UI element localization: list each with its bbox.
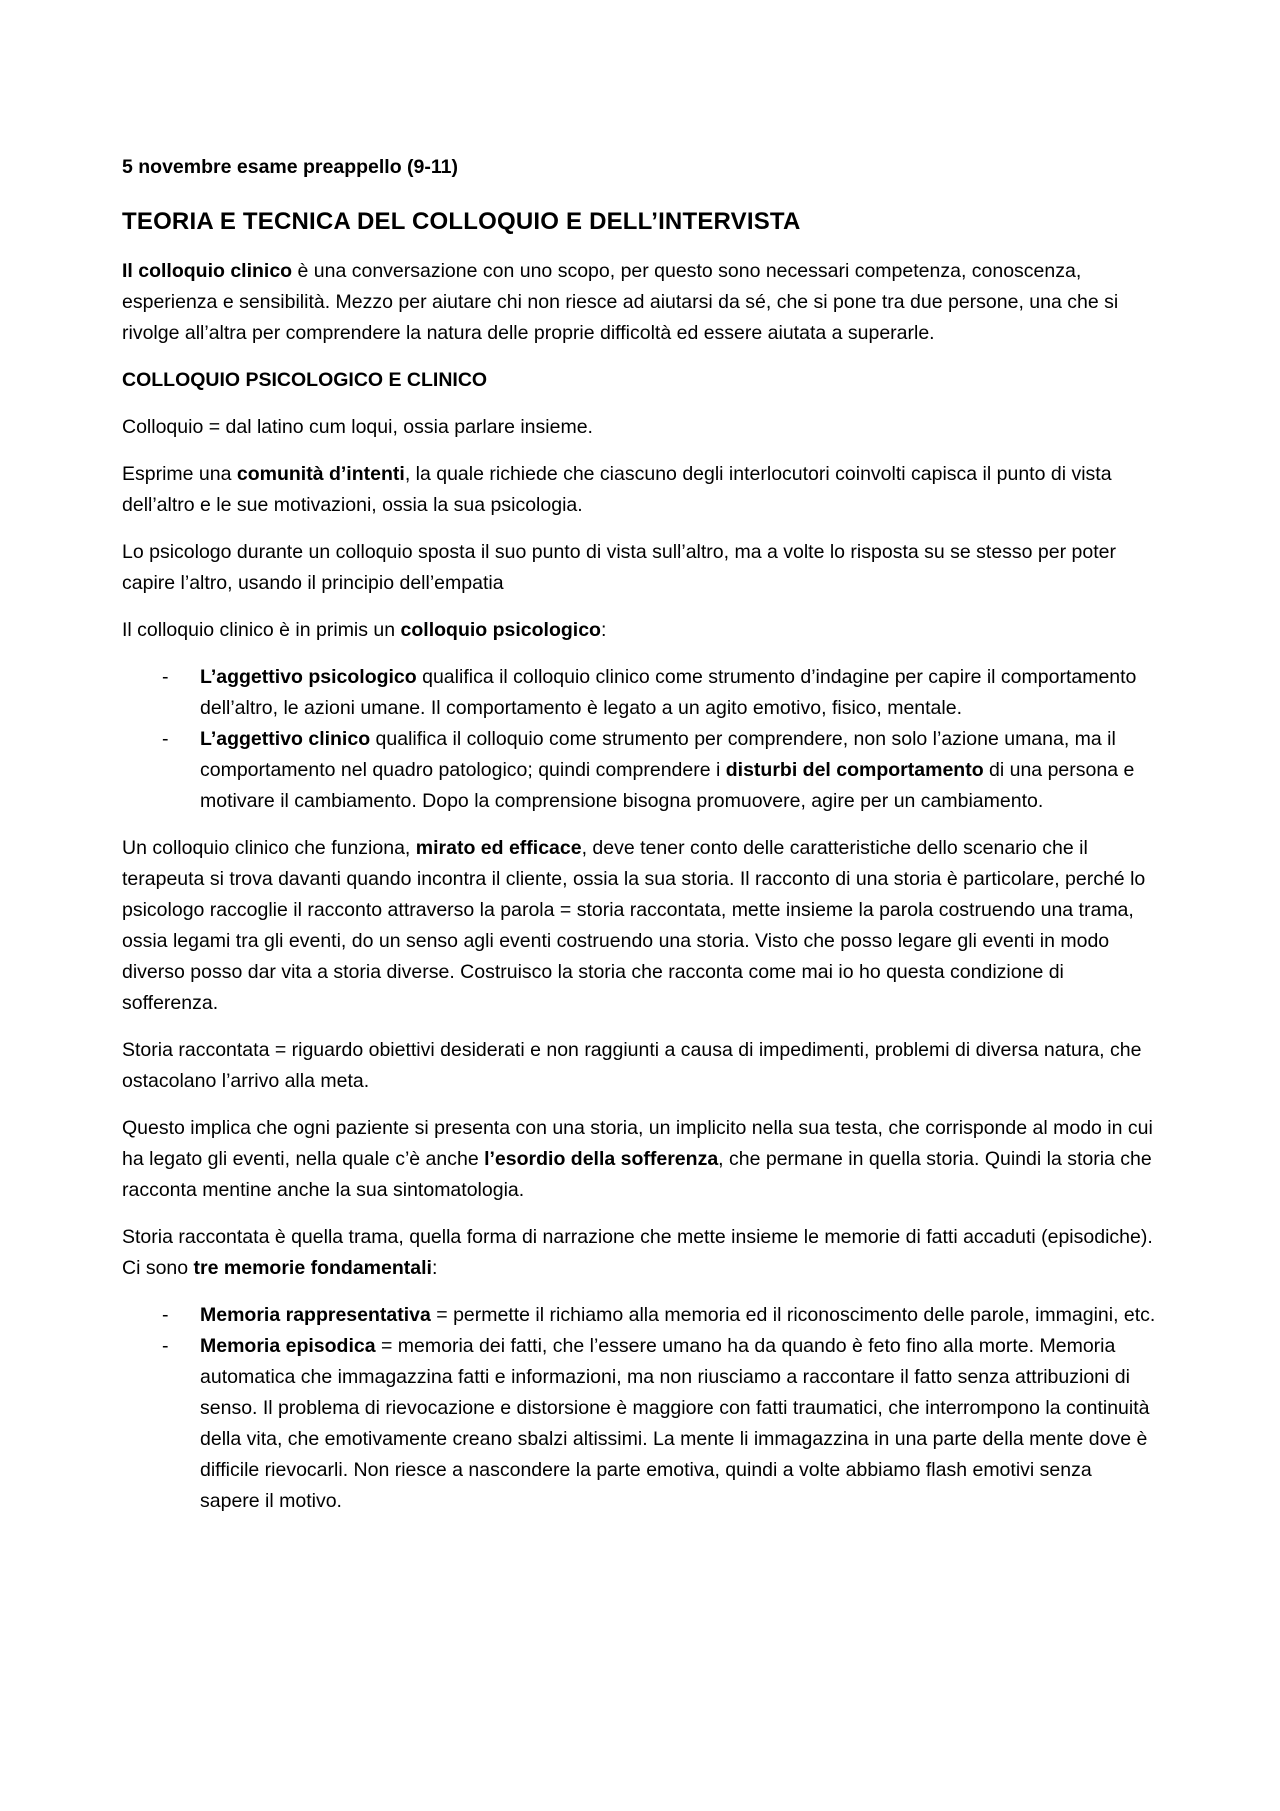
text-run: qualifica il colloquio come strumento per comprendere, non solo l’azione umana, ma il comportamento nel quadro patologico; quindi comprendere i xyxy=(200,728,1116,781)
bold-run: Memoria episodica xyxy=(200,1335,376,1357)
text-run: , che permane in quella storia. Quindi la storia che racconta mentine anche la sua sintomatologia. xyxy=(122,1148,1152,1201)
text-run: = memoria dei fatti, che l’essere umano ha da quando è feto fino alla morte. Memoria automatica che immagazzina fatti e informazioni, ma non riusciamo a raccontare il fatto senza attribuzioni di senso. Il problema di rievocazione e distorsione è maggiore con fatti traumatici, che interrompono la continuità della vita, che emotivamente creano sbalzi altissimi. La mente li immagazzina in una parte della mente dove è difficile rievocarli. Non riesce a nascondere la parte emotiva, quindi a volte abbiamo flash emotivi senza sapere il motivo. xyxy=(200,1335,1150,1512)
date-line: 5 novembre esame preappello (9-11) xyxy=(122,156,458,178)
text-run: = permette il richiamo alla memoria ed il riconoscimento delle parole, immagini, etc. xyxy=(430,1304,1156,1326)
paragraph-colloquio-psicologico xyxy=(122,615,1156,646)
intro-paragraph xyxy=(122,256,1156,349)
text-run: : xyxy=(431,1257,438,1279)
text-run: qualifica il colloquio clinico come strumento d’indagine per capire il comportamento dell’altro, le azioni umane. Il comportamento è legato a un agito emotivo, fisico, mentale. xyxy=(200,666,1137,719)
text-run: Questo implica che ogni paziente si presenta con una storia, un implicito nella sua testa, che corrisponde al modo in cui ha legato gli eventi, nella quale c’è anche xyxy=(122,1117,1153,1170)
list-memorie xyxy=(122,1300,1156,1517)
paragraph-storia-raccontata: Storia raccontata = riguardo obiettivi desiderati e non raggiunti a causa di impedimenti, problemi di diversa natura, che ostacolano l’arrivo alla meta. xyxy=(122,1039,1142,1092)
bold-run: mirato ed efficace xyxy=(415,837,582,859)
bold-run: Memoria rappresentativa xyxy=(200,1304,431,1326)
paragraph-esordio-sofferenza xyxy=(122,1113,1156,1206)
intro-text: è una conversazione con uno scopo, per questo sono necessari competenza, conoscenza, esperienza e sensibilità. Mezzo per aiutare chi non riesce ad aiutarsi da sé, che si pone tra due persone, una che si rivolge all’altra per comprendere la natura delle proprie difficoltà ed essere aiutata a superarle. xyxy=(122,260,1119,344)
dash-bullet: - xyxy=(162,1304,169,1326)
text-run: Un colloquio clinico che funziona, xyxy=(122,837,416,859)
text-run: Esprime una xyxy=(122,463,237,485)
text-run: , deve tener conto delle caratteristiche dello scenario che il terapeuta si trova davanti quando incontra il cliente, ossia la sua storia. Il racconto di una storia è particolare, perché lo psicologo raccoglie il racconto attraverso la parola = storia raccontata, mette insieme la parola costruendo una trama, ossia legami tra gli eventi, do un senso agli eventi costruendo una storia. Visto che posso legare gli eventi in modo diverso posso dar vita a storia diverse. Costruisco la storia che racconta come mai io ho questa condizione di sofferenza. xyxy=(122,837,1146,1014)
bold-run: L’aggettivo clinico xyxy=(200,728,371,750)
text-run: , la quale richiede che ciascuno degli interlocutori coinvolti capisca il punto di vista dell’altro e le sue motivazioni, ossia la sua psicologia. xyxy=(122,463,1112,516)
list-item xyxy=(122,1331,1156,1517)
dash-bullet: - xyxy=(162,728,169,750)
intro-bold: Il colloquio clinico xyxy=(122,260,293,282)
list-aggettivi xyxy=(122,662,1156,817)
bold-run: l’esordio della sofferenza xyxy=(484,1148,719,1170)
text-run: Il colloquio clinico è in primis un xyxy=(122,619,401,641)
list-item xyxy=(122,1300,1156,1331)
paragraph-tre-memorie xyxy=(122,1222,1156,1284)
document-title: TEORIA E TECNICA DEL COLLOQUIO E DELL’INTERVISTA xyxy=(122,208,801,235)
bold-run: disturbi del comportamento xyxy=(725,759,984,781)
list-item xyxy=(122,724,1156,817)
dash-bullet: - xyxy=(162,666,169,688)
text-run: di una persona e motivare il cambiamento. Dopo la comprensione bisogna promuovere, agire per un cambiamento. xyxy=(200,759,1135,812)
paragraph-colloquio-definition: Colloquio = dal latino cum loqui, ossia parlare insieme. xyxy=(122,416,593,438)
bold-run: colloquio psicologico xyxy=(400,619,601,641)
dash-bullet: - xyxy=(162,1335,169,1357)
bold-run: comunità d’intenti xyxy=(236,463,405,485)
paragraph-empatia: Lo psicologo durante un colloquio sposta il suo punto di vista sull’altro, ma a volte lo risposta su se stesso per poter capire l’altro, usando il principio dell’empatia xyxy=(122,541,1116,594)
paragraph-colloquio-efficace xyxy=(122,833,1156,1019)
text-run: Storia raccontata è quella trama, quella forma di narrazione che mette insieme le memorie di fatti accaduti (episodiche). Ci sono xyxy=(122,1226,1153,1279)
list-item xyxy=(122,662,1156,724)
bold-run: tre memorie fondamentali xyxy=(193,1257,432,1279)
text-run: : xyxy=(600,619,607,641)
section-title: COLLOQUIO PSICOLOGICO E CLINICO xyxy=(122,369,488,391)
paragraph-comunita-intenti xyxy=(122,459,1156,521)
bold-run: L’aggettivo psicologico xyxy=(200,666,417,688)
